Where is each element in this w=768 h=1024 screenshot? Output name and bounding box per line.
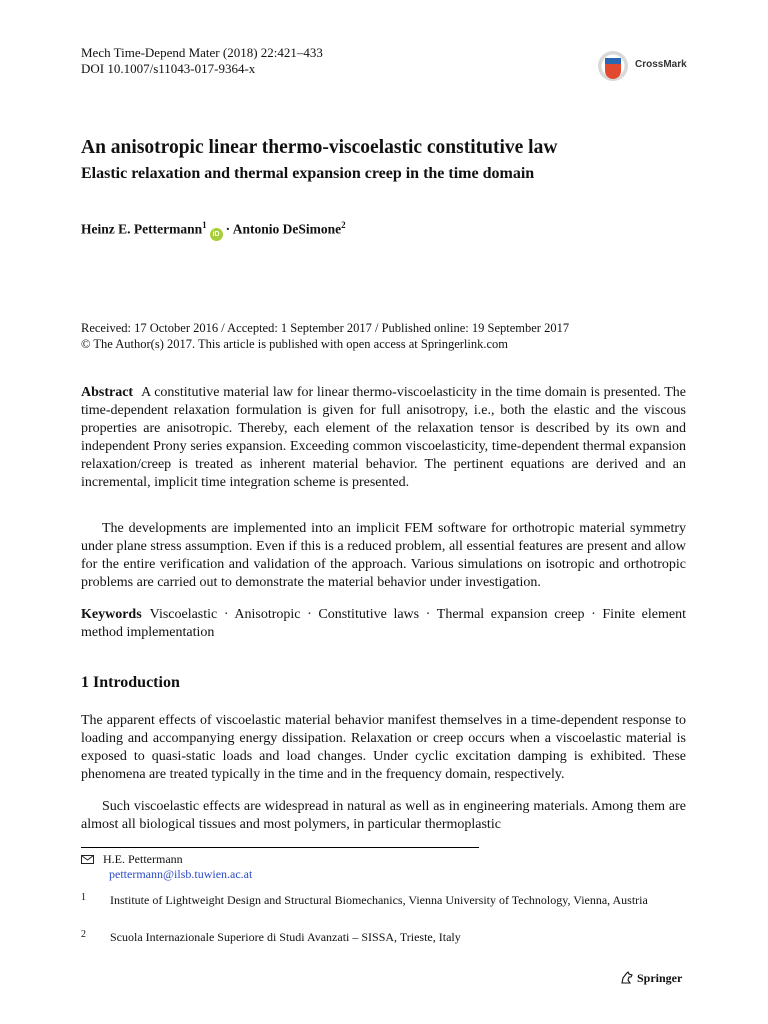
- corresponding-name: H.E. Pettermann: [103, 852, 183, 866]
- journal-citation: [81, 45, 323, 77]
- dates-line: Received: 17 October 2016 / Accepted: 1 September 2017 / Published online: 19 September 2017: [81, 321, 570, 335]
- abstract-label: Abstract: [81, 385, 134, 400]
- publisher-name: Springer: [637, 971, 683, 985]
- section-heading: 1 Introduction: [81, 674, 180, 691]
- affiliation-number: 2: [81, 929, 86, 940]
- crossmark-label: CrossMark: [635, 59, 687, 70]
- keywords-text: Viscoelastic · Anisotropic · Constitutive laws · Thermal expansion creep · Finite element method implementation: [81, 607, 686, 640]
- author-name: Antonio DeSimone: [232, 221, 342, 237]
- affiliation-number: 1: [81, 892, 86, 903]
- affiliation-text: Scuola Internazionale Superiore di Studi Avanzati – SISSA, Trieste, Italy: [110, 930, 461, 944]
- affiliation-marker: 1: [202, 220, 207, 230]
- mail-icon: [81, 855, 94, 864]
- corresponding-author: [81, 852, 252, 882]
- paper-subtitle: Elastic relaxation and thermal expansion creep in the time domain: [81, 165, 535, 182]
- author-name: Heinz E. Pettermann: [81, 221, 203, 237]
- copyright-line: © The Author(s) 2017. This article is published with open access at Springerlink.com: [81, 337, 509, 351]
- journal-line: Mech Time-Depend Mater (2018) 22:421–433: [81, 45, 323, 60]
- paper-title: An anisotropic linear thermo-viscoelastic constitutive law: [81, 137, 558, 158]
- crossmark-icon: [596, 50, 630, 82]
- affiliation-1: [81, 893, 681, 908]
- body-paragraph: Such viscoelastic effects are widespread in natural as well as in engineering materials. Among them are almost all biological tissues and most polymers, in particular thermoplastic: [81, 799, 686, 832]
- orcid-icon[interactable]: [210, 228, 223, 241]
- abstract-paragraph: [81, 384, 686, 492]
- crossmark-badge[interactable]: [596, 50, 694, 82]
- keywords: [81, 606, 686, 642]
- footnote-divider: [81, 847, 479, 848]
- body-paragraph: The apparent effects of viscoelastic material behavior manifest themselves in a time-dependent response to loading and accompanying energy dissipation. Relaxation or creep occurs when a viscoelastic material is exposed to quasi-static loads and load changes. Under cyclic excitation damping is exhibited. These phenomena are treated typically in the time and in the frequency domain, respectively.: [81, 713, 686, 782]
- abstract-paragraph: The developments are implemented into an implicit FEM software for orthotropic material symmetry under plane stress assumption. Even if this is a reduced problem, all essential features are present and allow for the entire verification and validation of the approach. Various simulations on isotropic and orthotropic problems are carried out to demonstrate the material behavior under investigation.: [81, 521, 686, 590]
- keywords-label: Keywords: [81, 607, 142, 622]
- affiliation-text: Institute of Lightweight Design and Structural Biomechanics, Vienna University of Technology, Vienna, Austria: [110, 893, 648, 907]
- affiliation-2: [81, 930, 681, 945]
- orcid-label: iD: [212, 230, 220, 238]
- author-list: [81, 220, 346, 241]
- abstract-text: A constitutive material law for linear thermo-viscoelasticity in the time domain is presented. The time-dependent relaxation formulation is given for full anisotropy, i.e., both the elastic and the viscous properties are anisotropic. Thereby, each element of the relaxation tensor is described by its own and independent Prony series expansion. Exceeding common viscoelasticity, time-dependent thermal expansion relaxation/creep is treated as inherent material behavior. The pertinent equations are derived and an incremental, implicit time integration scheme is presented.: [81, 385, 686, 490]
- publisher-logo: [620, 971, 682, 986]
- doi-line: DOI 10.1007/s11043-017-9364-x: [81, 61, 256, 76]
- author-separator: ·: [225, 221, 231, 237]
- springer-horse-icon: [620, 971, 634, 985]
- publication-history: [81, 320, 569, 352]
- email-link[interactable]: pettermann@ilsb.tuwien.ac.at: [109, 867, 253, 881]
- affiliation-marker: 2: [341, 220, 346, 230]
